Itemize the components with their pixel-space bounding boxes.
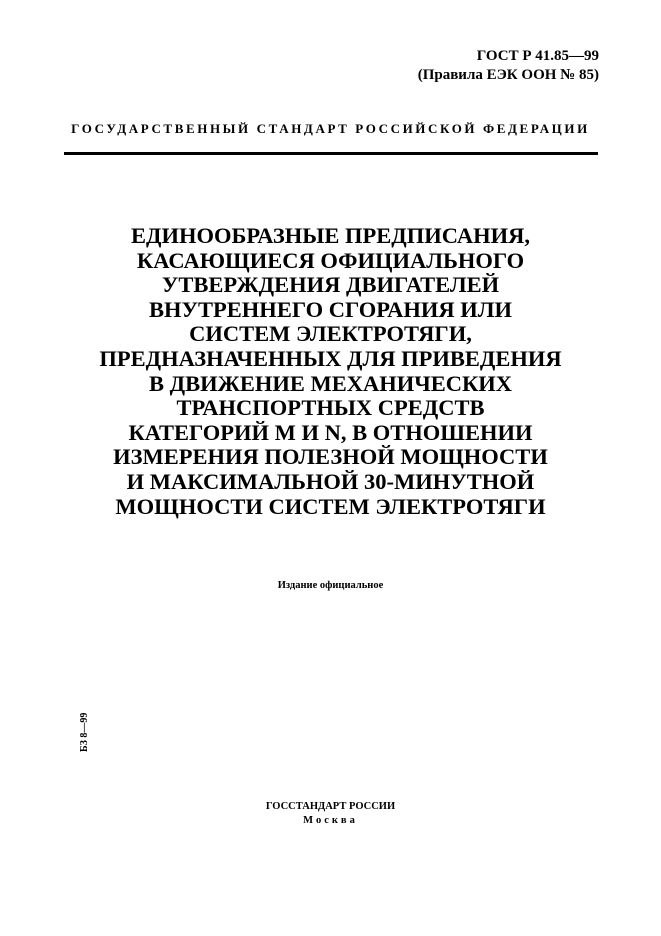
title-line: ПРЕДНАЗНАЧЕННЫХ ДЛЯ ПРИВЕДЕНИЯ [99,345,562,371]
title-line: ИЗМЕРЕНИЯ ПОЛЕЗНОЙ МОЩНОСТИ [113,444,548,470]
title-line: МОЩНОСТИ СИСТЕМ ЭЛЕКТРОТЯГИ [115,493,546,519]
publisher-name: ГОССТАНДАРТ РОССИИ [265,801,396,812]
title-line: ТРАНСПОРТНЫХ СРЕДСТВ [176,395,485,421]
title-line: В ДВИЖЕНИЕ МЕХАНИЧЕСКИХ [148,370,513,396]
publisher-block [0,800,661,828]
title-line: И МАКСИМАЛЬНОЙ 30-МИНУТНОЙ [126,468,535,494]
publisher-city: Москва [303,815,358,826]
title-line: СИСТЕМ ЭЛЕКТРОТЯГИ, [189,321,472,347]
side-code: БЗ 8—99 [79,712,90,752]
title-line: КАТЕГОРИЙ M И N, В ОТНОШЕНИИ [128,419,533,445]
title-line: ВНУТРЕННЕГО СГОРАНИЯ ИЛИ [149,296,512,322]
title-line: КАСАЮЩИЕСЯ ОФИЦИАЛЬНОГО [136,247,525,273]
standard-designation [418,47,599,85]
title-line: УТВЕРЖДЕНИЯ ДВИГАТЕЛЕЙ [161,272,500,298]
standard-equivalent: (Правила ЕЭК ООН № 85) [417,67,599,83]
edition-label: Издание официальное [277,580,384,591]
main-title [40,224,621,519]
standard-number: ГОСТ Р 41.85—99 [476,48,599,64]
title-line: ЕДИНООБРАЗНЫЕ ПРЕДПИСАНИЯ, [130,223,530,248]
org-heading: ГОСУДАРСТВЕННЫЙ СТАНДАРТ РОССИЙСКОЙ ФЕДЕРАЦИИ [71,121,590,136]
heading-rule [64,152,598,155]
